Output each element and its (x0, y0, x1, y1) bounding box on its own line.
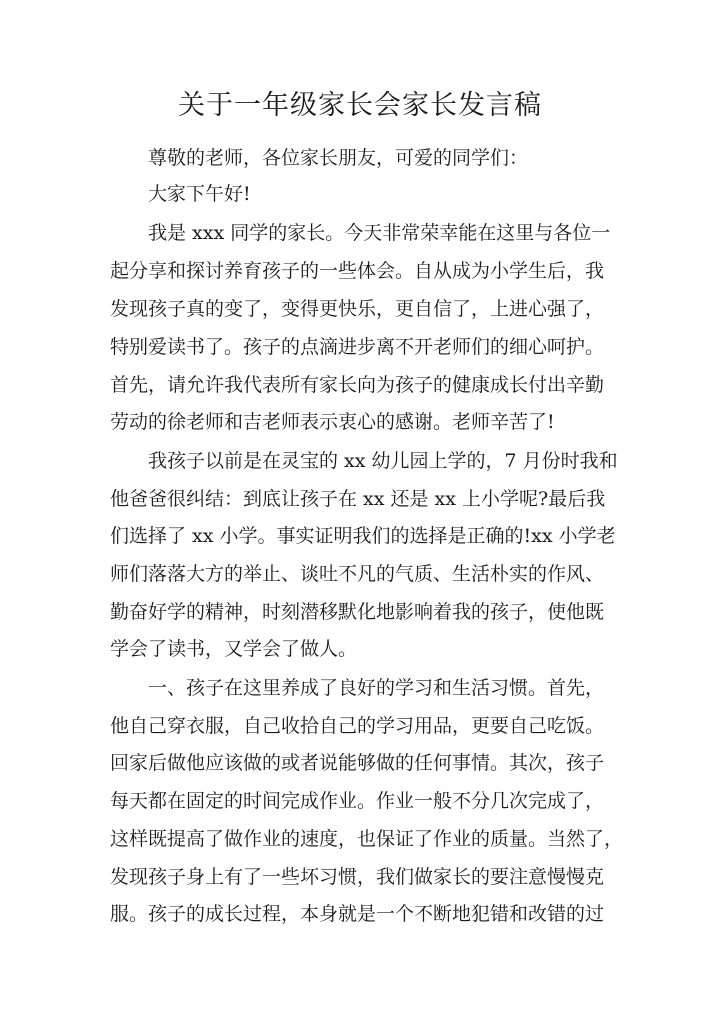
paragraph-line: 们选择了 xx 小学。事实证明我们的选择是正确的!xx 小学老 (110, 525, 616, 547)
paragraph-line: 服。孩子的成长过程，本身就是一个不断地犯错和改错的过 (110, 903, 605, 925)
salutation-line: 尊敬的老师，各位家长朋友，可爱的同学们： (148, 147, 529, 169)
paragraph-line: 他爸爸很纠结：到底让孩子在 xx 还是 xx 上小学呢?最后我 (110, 488, 606, 510)
paragraph-line: 这样既提高了做作业的速度，也保证了作业的质量。当然了， (110, 828, 624, 850)
paragraph-line: 学会了读书，又学会了做人。 (110, 638, 358, 660)
paragraph-line: 每天都在固定的时间完成作业。作业一般不分几次完成了， (110, 790, 605, 812)
paragraph-line: 起分享和探讨养育孩子的一些体会。自从成为小学生后，我 (110, 260, 605, 282)
paragraph-line: 发现孩子身上有了一些坏习惯，我们做家长的要注意慢慢克 (110, 866, 605, 888)
paragraph-line: 发现孩子真的变了，变得更快乐，更自信了，上进心强了， (110, 298, 605, 320)
paragraph-line: 特别爱读书了。孩子的点滴进步离不开老师们的细心呵护。 (110, 336, 605, 358)
paragraph-line: 一、孩子在这里养成了良好的学习和生活习惯。首先， (148, 677, 605, 699)
paragraph-line: 劳动的徐老师和吉老师表示衷心的感谢。老师辛苦了! (110, 411, 555, 433)
paragraph-line: 勤奋好学的精神，时刻潜移默化地影响着我的孩子，使他既 (110, 601, 605, 623)
paragraph-line: 师们落落大方的举止、谈吐不凡的气质、生活朴实的作风、 (110, 563, 605, 585)
greeting-line: 大家下午好! (148, 183, 251, 205)
paragraph-line: 他自己穿衣服，自己收拾自己的学习用品，更要自己吃饭。 (110, 715, 605, 737)
paragraph-line: 我是 xxx 同学的家长。今天非常荣幸能在这里与各位一 (148, 222, 611, 244)
paragraph-line: 首先，请允许我代表所有家长向为孩子的健康成长付出辛勤 (110, 374, 605, 396)
document-title: 关于一年级家长会家长发言稿 (178, 90, 542, 121)
paragraph-line: 回家后做他应该做的或者说能够做的任何事情。其次，孩子 (110, 752, 605, 774)
paragraph-line: 我孩子以前是在灵宝的 xx 幼儿园上学的，7 月份时我和 (148, 450, 618, 472)
